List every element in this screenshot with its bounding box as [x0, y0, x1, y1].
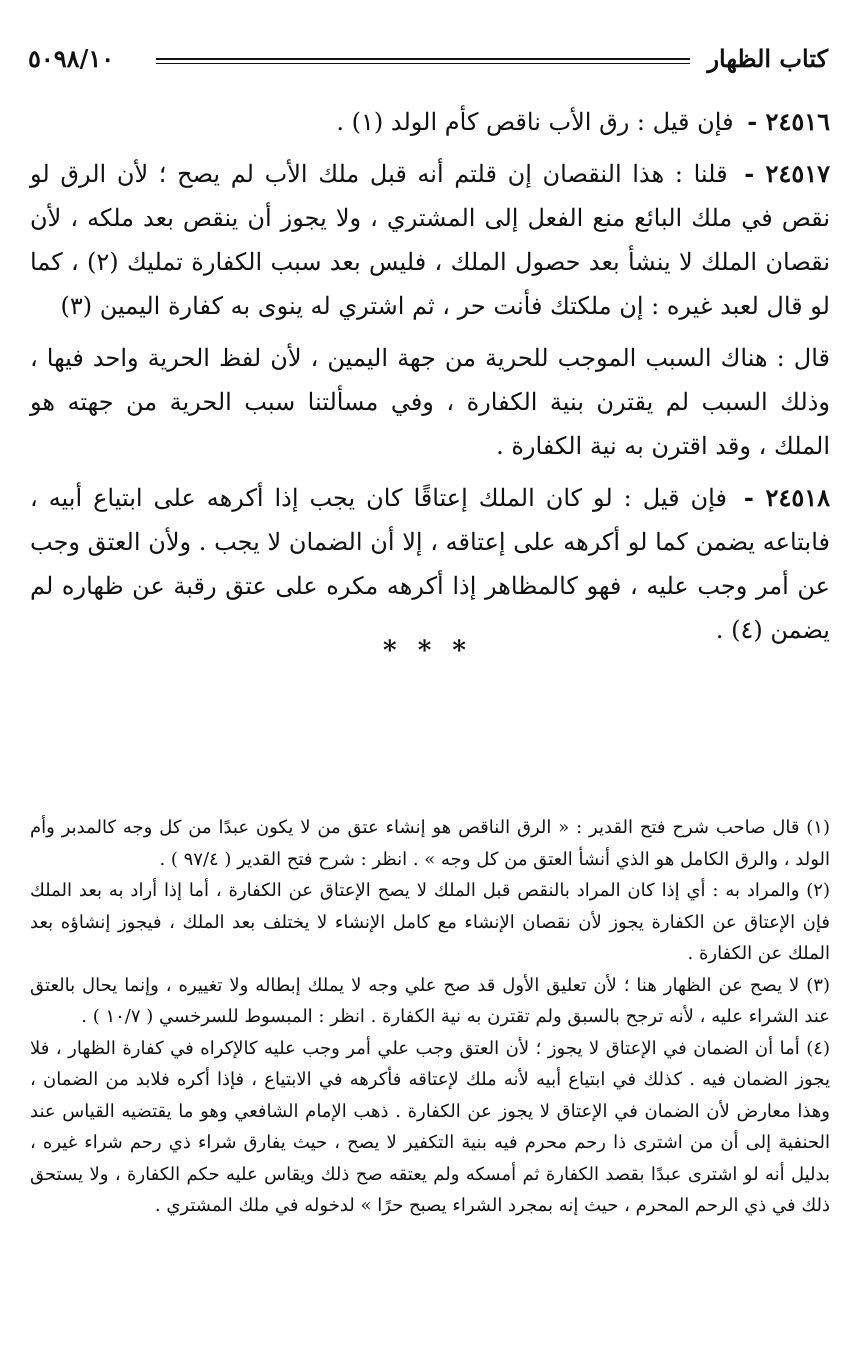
paragraph-24516 [30, 100, 830, 144]
paragraph-number: ٢٤٥١٦ - [747, 107, 830, 136]
footnote-2: (٢) والمراد به : أي إذا كان المراد بالنقص قبل الملك لا يصح الإعتاق عن الكفارة ، أما إذا أراد به بعد الملك فإن الإعتاق عن الكفارة يجوز لأن نقصان الإنشاء مع كامل الإنشاء لا يختلف بعد الملك ، فيجوز إنشاؤه بعد الملك عن الكفارة . [30, 880, 830, 964]
section-separator: * * * [383, 636, 472, 666]
running-header [28, 44, 828, 84]
paragraph-text: فإن قيل : لو كان الملك إعتاقًا كان يجب إذا أكرهه على ابتياع أبيه ، فابتاعه يضمن كما لو أكرهه على إعتاقه ، إلا أن الضمان لا يجب . ولأن العتق وجب عن أمر وجب عليه ، فهو كالمظاهر إذا أكرهه مكره على عتق رقبة عن ظهاره لم يضمن (٤) . [30, 484, 830, 644]
footnote-3: (٣) لا يصح عن الظهار هنا ؛ لأن تعليق الأول قد صح علي وجه لا يملك إبطاله ولا تغييره ، وإنما يحال بالعتق عند الشراء عليه ، لأنه ترجح بالسبق ولم تقترن به نية الكفارة . انظر : المبسوط للسرخسي ( ١٠/٧ ) . [30, 974, 830, 1027]
footnote-1: (١) قال صاحب شرح فتح القدير : « الرق الناقص هو إنشاء عتق من لا يكون عبدًا من كل وجه كالمدبر وأم الولد ، والرق الكامل هو الذي أنشأ العتق من كل وجه » . انظر : شرح فتح القدير ( ٩٧/٤ ) . [30, 817, 830, 870]
book-title: كتاب الظهار [707, 44, 828, 73]
paragraph-text: قلنا : هذا النقصان إن قلتم أنه قبل ملك الأب لم يصح ؛ لأن الرق لو نقص في ملك البائع منع الفعل إلى المشتري ، ولا يجوز أن ينقص بعد ملكه ، لأن نقصان الملك لا ينشأ بعد حصول الملك ، فليس بعد سبب الكفارة تمليك (٢) ، كما لو قال لعبد غيره : إن ملكتك فأنت حر ، ثم اشتري له ينوى به كفارة اليمين (٣) [30, 160, 830, 320]
paragraph-24517 [30, 152, 830, 328]
footnote-4: (٤) أما أن الضمان في الإعتاق لا يجوز ؛ لأن العتق وجب علي أمر وجب عليه كالإكراه في كفارة الظهار ، فلا يجوز الضمان فيه . كذلك في ابتياع أبيه لأنه ملك لإعتاقه فأكرهه في الابتياع ، فإذا أكره فلابد من الضمان ، وهذا معارض لأن الضمان في الإعتاق لا يجوز عن الكفارة . ذهب الإمام الشافعي وهو ما يقتضيه القياس عند الحنفية إلى أن من اشترى ذا رحم محرم فيه بنية التكفير لا يصح ، حيث يفارق شراء ذي رحم شراء غيره ، بدليل أنه لو اشترى عبدًا بقصد الكفارة ثم أمسكه ولم يعتقه صح ذلك ويقاس عليه حكم الكفارة ، ولا يستحق ذلك في ذي الرحم المحرم ، حيث إنه بمجرد الشراء يصبح حرًا » لدخوله في ملك المشتري . [30, 1037, 830, 1216]
footnotes [30, 812, 830, 1222]
main-text [30, 100, 830, 660]
header-rule [156, 58, 690, 64]
paragraph-number: ٢٤٥١٧ - [744, 159, 830, 188]
paragraph-text: قال : هناك السبب الموجب للحرية من جهة اليمين ، لأن لفظ الحرية واحد فيها ، وذلك السبب لم يقترن بنية الكفارة ، وفي مسألتنا سبب الحرية من جهته هو الملك ، وقد اقترن به نية الكفارة . [30, 344, 830, 460]
paragraph-text: فإن قيل : رق الأب ناقص كأم الولد (١) . [336, 108, 734, 136]
paragraph-number: ٢٤٥١٨ - [743, 483, 830, 512]
paragraph-qala [30, 336, 830, 468]
page-number: ٥٠٩٨/١٠ [28, 44, 115, 73]
paragraph-24518 [30, 476, 830, 652]
